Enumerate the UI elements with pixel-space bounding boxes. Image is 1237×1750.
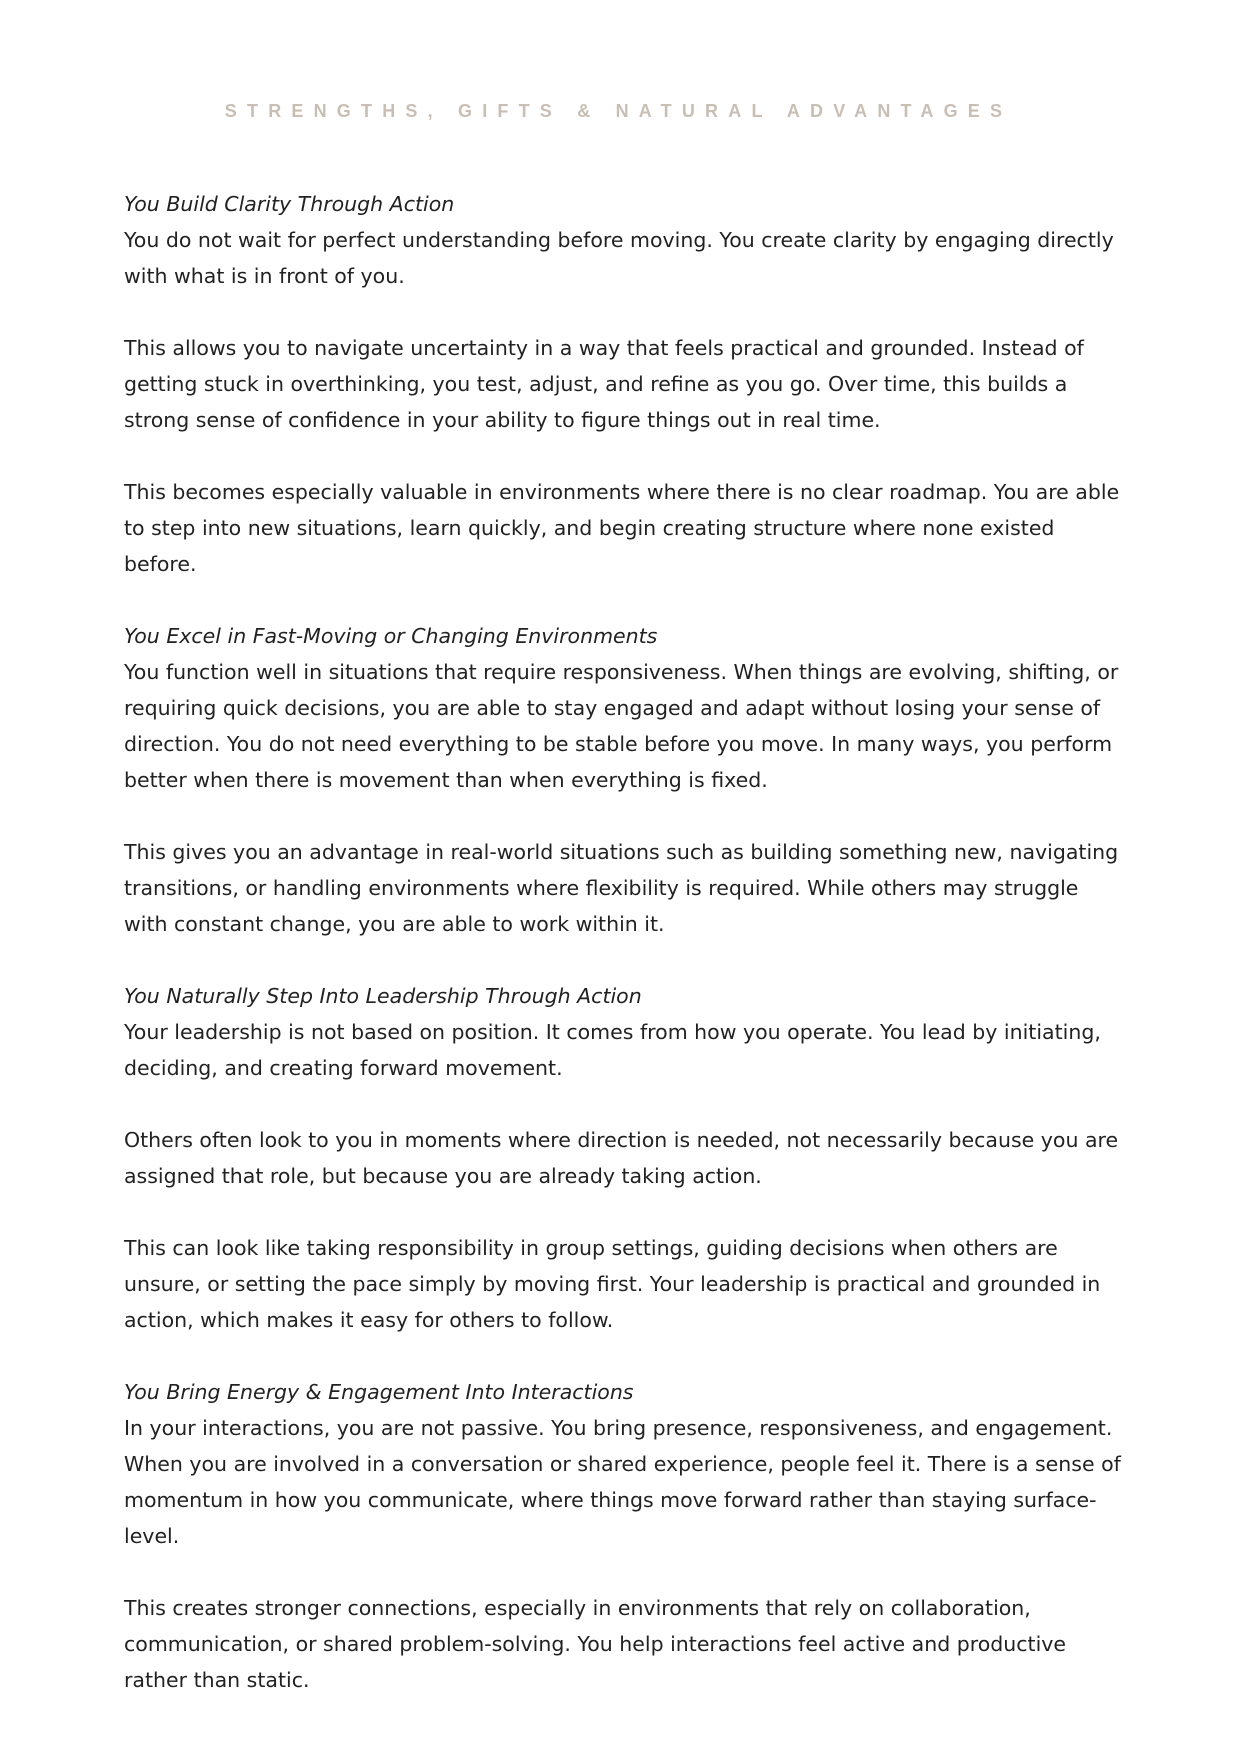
section-title: You Build Clarity Through Action: [124, 192, 455, 216]
section-title: You Bring Energy & Engagement Into Interactions: [124, 1380, 634, 1404]
section-fast-moving: [124, 618, 1124, 942]
paragraph: This creates stronger connections, especially in environments that rely on collaboration, communication, or shared problem-solving. You help interactions feel active and productive rather than static.: [124, 1596, 1067, 1692]
paragraph: You do not wait for perfect understanding before moving. You create clarity by engaging directly with what is in front of you.: [124, 228, 1114, 288]
paragraph: In your interactions, you are not passive. You bring presence, responsiveness, and engagement. When you are involved in a conversation or shared experience, people feel it. There is a sense of momentum in how you communicate, where things move forward rather than staying surface-level.: [124, 1416, 1121, 1548]
paragraph: This allows you to navigate uncertainty in a way that feels practical and grounded. Instead of getting stuck in overthinking, you test, adjust, and refine as you go. Over time, this builds a strong sense of confidence in your ability to figure things out in real time.: [124, 336, 1084, 432]
paragraph: This gives you an advantage in real-world situations such as building something new, navigating transitions, or handling environments where flexibility is required. While others may struggle with constant change, you are able to work within it.: [124, 840, 1119, 936]
paragraph: Your leadership is not based on position. It comes from how you operate. You lead by initiating, deciding, and creating forward movement.: [124, 1020, 1101, 1080]
paragraph: This can look like taking responsibility in group settings, guiding decisions when others are unsure, or setting the pace simply by moving first. Your leadership is practical and grounded in action, which makes it easy for others to follow.: [124, 1236, 1101, 1332]
section-leadership: [124, 978, 1124, 1338]
section-title: You Excel in Fast-Moving or Changing Environments: [124, 624, 658, 648]
section-build-clarity: [124, 186, 1124, 582]
paragraph: This becomes especially valuable in environments where there is no clear roadmap. You are able to step into new situations, learn quickly, and begin creating structure where none existed before.: [124, 480, 1120, 576]
section-title: You Naturally Step Into Leadership Through Action: [124, 984, 642, 1008]
page-header: STRENGTHS, GIFTS & NATURAL ADVANTAGES: [224, 101, 1013, 121]
paragraph: You function well in situations that require responsiveness. When things are evolving, shifting, or requiring quick decisions, you are able to stay engaged and adapt without losing your sense of direction. You do not need everything to be stable before you move. In many ways, you perform better when there is movement than when everything is fixed.: [124, 660, 1119, 792]
section-energy-engagement: [124, 1374, 1124, 1698]
paragraph: Others often look to you in moments where direction is needed, not necessarily because you are assigned that role, but because you are already taking action.: [124, 1128, 1119, 1188]
page-content: [124, 186, 1124, 1698]
